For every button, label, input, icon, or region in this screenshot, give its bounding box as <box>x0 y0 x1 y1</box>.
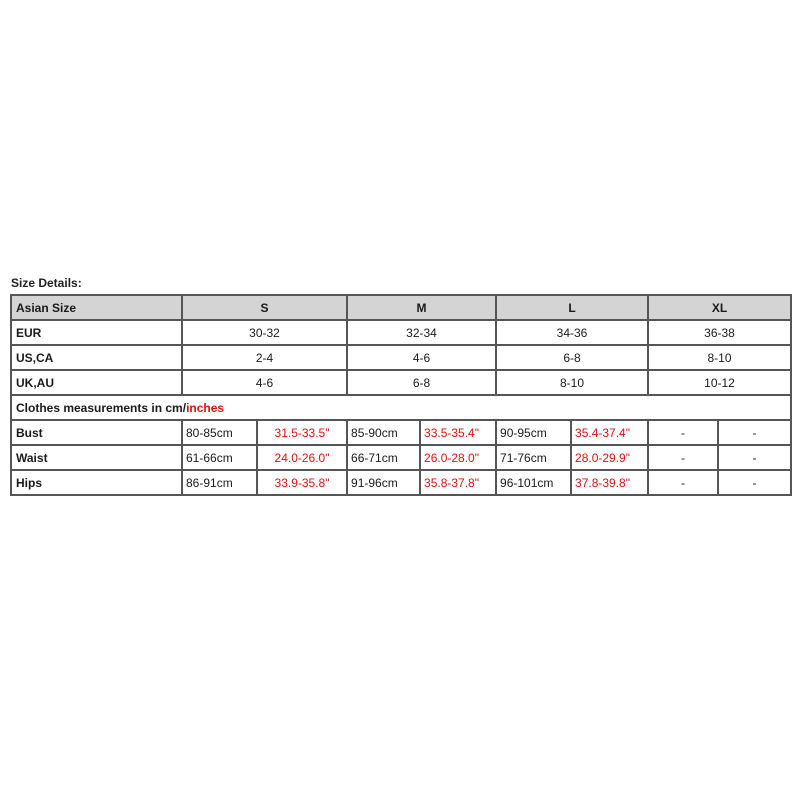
size-cell: 4-6 <box>182 370 347 395</box>
size-cell: 6-8 <box>347 370 496 395</box>
inch-cell: 33.9-35.8" <box>257 470 347 495</box>
size-chart-table <box>10 294 792 496</box>
row-label: US,CA <box>11 345 182 370</box>
cm-cell: 96-101cm <box>496 470 571 495</box>
row-label: Hips <box>11 470 182 495</box>
inch-cell: 35.4-37.4" <box>571 420 648 445</box>
empty-cell: - <box>648 445 718 470</box>
cm-cell: 90-95cm <box>496 420 571 445</box>
cm-cell: 86-91cm <box>182 470 257 495</box>
cm-cell: 91-96cm <box>347 470 420 495</box>
size-cell: 10-12 <box>648 370 791 395</box>
size-cell: 2-4 <box>182 345 347 370</box>
size-xl-header: XL <box>648 295 791 320</box>
inch-cell: 28.0-29.9" <box>571 445 648 470</box>
empty-cell: - <box>648 470 718 495</box>
hips-row <box>11 470 791 495</box>
size-header-row <box>11 295 791 320</box>
empty-cell: - <box>718 470 791 495</box>
size-details-title: Size Details: <box>11 276 82 290</box>
row-label: Waist <box>11 445 182 470</box>
measurements-heading-row <box>11 395 791 420</box>
cm-cell: 80-85cm <box>182 420 257 445</box>
size-l-header: L <box>496 295 648 320</box>
size-cell: 30-32 <box>182 320 347 345</box>
size-cell: 34-36 <box>496 320 648 345</box>
empty-cell: - <box>648 420 718 445</box>
row-label: UK,AU <box>11 370 182 395</box>
size-cell: 6-8 <box>496 345 648 370</box>
inch-cell: 24.0-26.0" <box>257 445 347 470</box>
size-cell: 36-38 <box>648 320 791 345</box>
uk-au-row <box>11 370 791 395</box>
cm-cell: 71-76cm <box>496 445 571 470</box>
size-m-header: M <box>347 295 496 320</box>
measurements-heading-prefix: Clothes measurements in cm/ <box>16 400 187 415</box>
size-cell: 8-10 <box>496 370 648 395</box>
cm-cell: 66-71cm <box>347 445 420 470</box>
empty-cell: - <box>718 420 791 445</box>
inch-cell: 31.5-33.5" <box>257 420 347 445</box>
measurements-heading <box>11 395 791 420</box>
us-ca-row <box>11 345 791 370</box>
row-label: Bust <box>11 420 182 445</box>
size-cell: 4-6 <box>347 345 496 370</box>
inch-cell: 37.8-39.8" <box>571 470 648 495</box>
empty-cell: - <box>718 445 791 470</box>
inch-cell: 26.0-28.0" <box>420 445 496 470</box>
size-cell: 32-34 <box>347 320 496 345</box>
size-s-header: S <box>182 295 347 320</box>
cm-cell: 61-66cm <box>182 445 257 470</box>
measurements-heading-inches: inches <box>186 400 225 415</box>
waist-row <box>11 445 791 470</box>
cm-cell: 85-90cm <box>347 420 420 445</box>
size-cell: 8-10 <box>648 345 791 370</box>
asian-size-label: Asian Size <box>11 295 182 320</box>
inch-cell: 33.5-35.4" <box>420 420 496 445</box>
row-label: EUR <box>11 320 182 345</box>
bust-row <box>11 420 791 445</box>
inch-cell: 35.8-37.8" <box>420 470 496 495</box>
eur-row <box>11 320 791 345</box>
